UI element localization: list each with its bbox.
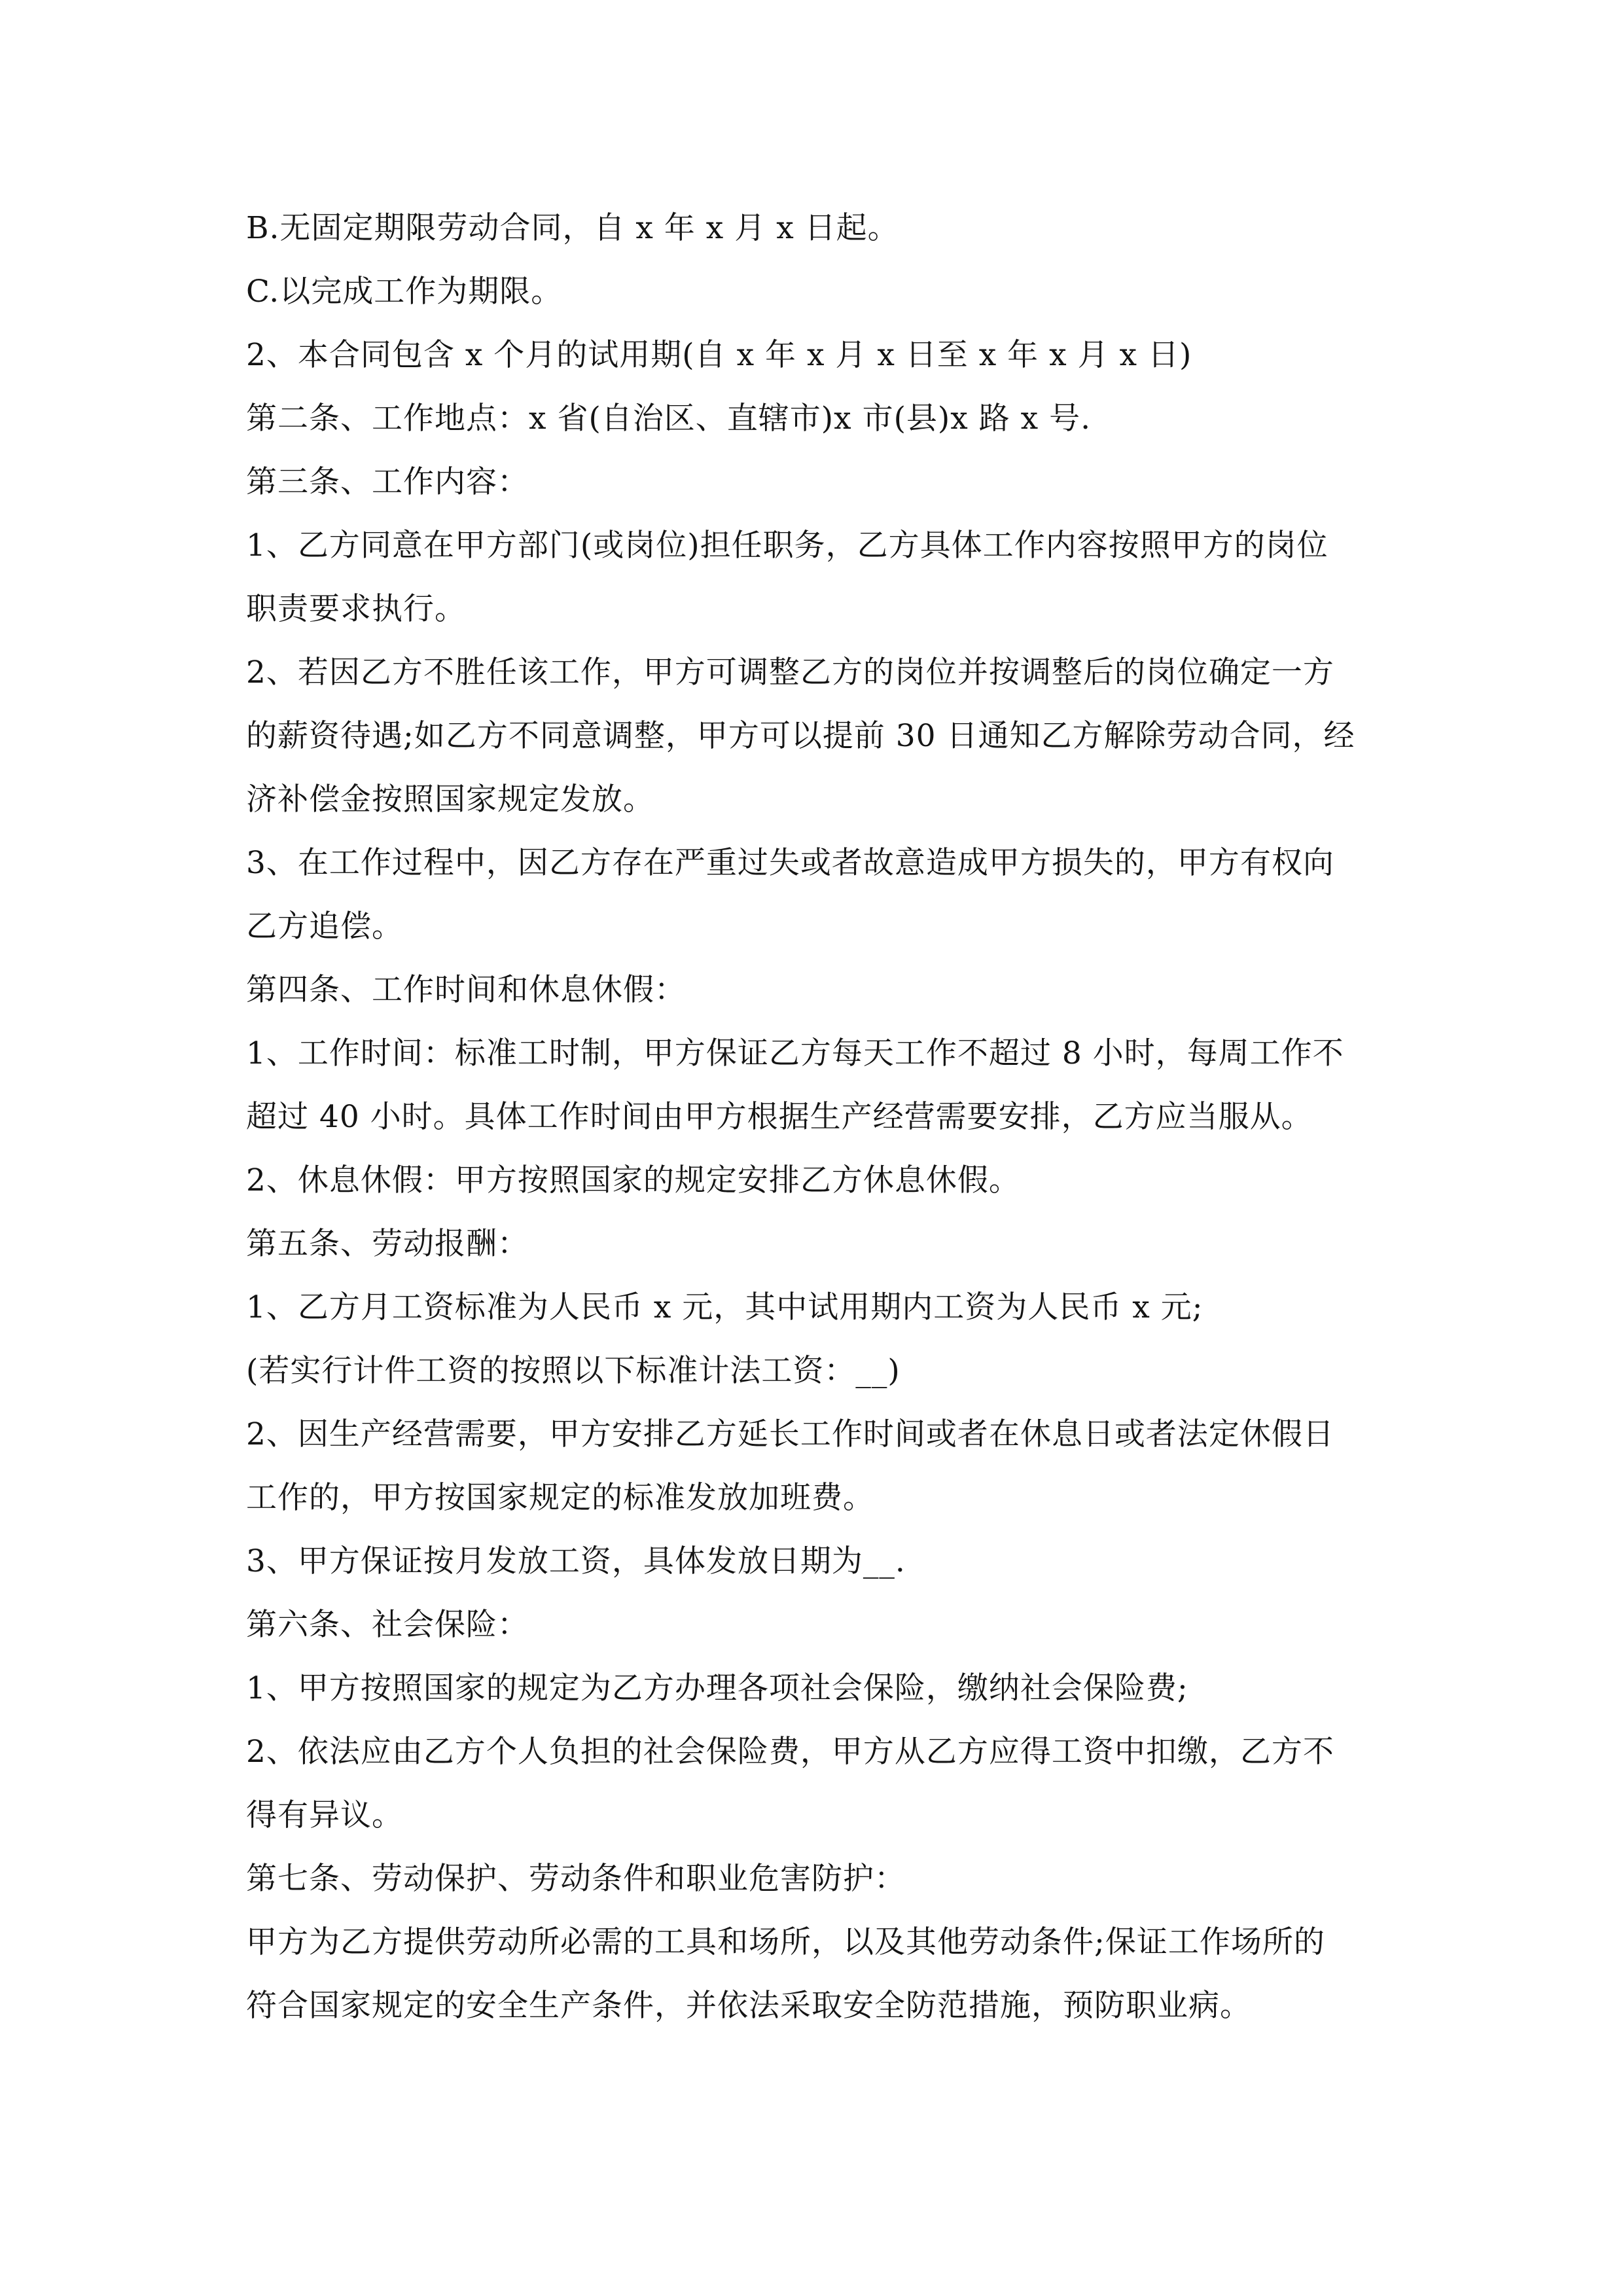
text-line: 甲方为乙方提供劳动所必需的工具和场所，以及其他劳动条件;保证工作场所的 <box>246 1924 1325 1960</box>
text-line: B.无固定期限劳动合同，自 x 年 x 月 x 日起。 <box>246 210 899 246</box>
contract-text <box>246 196 1385 2037</box>
text-line: (若实行计件工资的按照以下标准计法工资：__) <box>246 1353 901 1389</box>
text-line: 乙方追偿。 <box>246 908 403 944</box>
text-line: 超过 40 小时。具体工作时间由甲方根据生产经营需要安排，乙方应当服从。 <box>246 1099 1313 1135</box>
text-line: 得有异议。 <box>246 1797 403 1833</box>
text-line: 2、若因乙方不胜任该工作，甲方可调整乙方的岗位并按调整后的岗位确定一方 <box>246 655 1334 691</box>
section-heading: 第五条、劳动报酬： <box>246 1226 529 1262</box>
section-heading: 第七条、劳动保护、劳动条件和职业危害防护： <box>246 1861 906 1897</box>
text-line: 1、乙方月工资标准为人民币 x 元，其中试用期内工资为人民币 x 元; <box>246 1289 1204 1325</box>
text-line: 3、甲方保证按月发放工资，具体发放日期为__. <box>246 1543 906 1579</box>
text-line: 2、本合同包含 x 个月的试用期(自 x 年 x 月 x 日至 x 年 x 月 x 日) <box>246 337 1192 373</box>
text-line: 1、工作时间：标准工时制，甲方保证乙方每天工作不超过 8 小时，每周工作不 <box>246 1035 1344 1071</box>
text-line: 1、甲方按照国家的规定为乙方办理各项社会保险，缴纳社会保险费; <box>246 1670 1188 1706</box>
section-heading: 第三条、工作内容： <box>246 464 529 500</box>
text-line: 职责要求执行。 <box>246 591 466 627</box>
text-line: 2、休息休假：甲方按照国家的规定安排乙方休息休假。 <box>246 1162 1020 1198</box>
text-line: 济补偿金按照国家规定发放。 <box>246 781 654 817</box>
section-heading: 第二条、工作地点：x 省(自治区、直辖市)x 市(县)x 路 x 号. <box>246 401 1092 437</box>
text-line: 1、乙方同意在甲方部门(或岗位)担任职务，乙方具体工作内容按照甲方的岗位 <box>246 528 1329 564</box>
section-heading: 第六条、社会保险： <box>246 1607 529 1643</box>
text-line: 3、在工作过程中，因乙方存在严重过失或者故意造成甲方损失的，甲方有权向 <box>246 845 1334 881</box>
text-line: 的薪资待遇;如乙方不同意调整，甲方可以提前 30 日通知乙方解除劳动合同，经 <box>246 718 1355 754</box>
text-line: 2、依法应由乙方个人负担的社会保险费，甲方从乙方应得工资中扣缴，乙方不 <box>246 1734 1334 1770</box>
text-line: 符合国家规定的安全生产条件，并依法采取安全防范措施，预防职业病。 <box>246 1988 1251 2024</box>
section-heading: 第四条、工作时间和休息休假： <box>246 972 686 1008</box>
text-line: 2、因生产经营需要，甲方安排乙方延长工作时间或者在休息日或者法定休假日 <box>246 1416 1334 1452</box>
text-line: 工作的，甲方按国家规定的标准发放加班费。 <box>246 1480 874 1516</box>
text-line: C.以完成工作为期限。 <box>246 274 563 310</box>
